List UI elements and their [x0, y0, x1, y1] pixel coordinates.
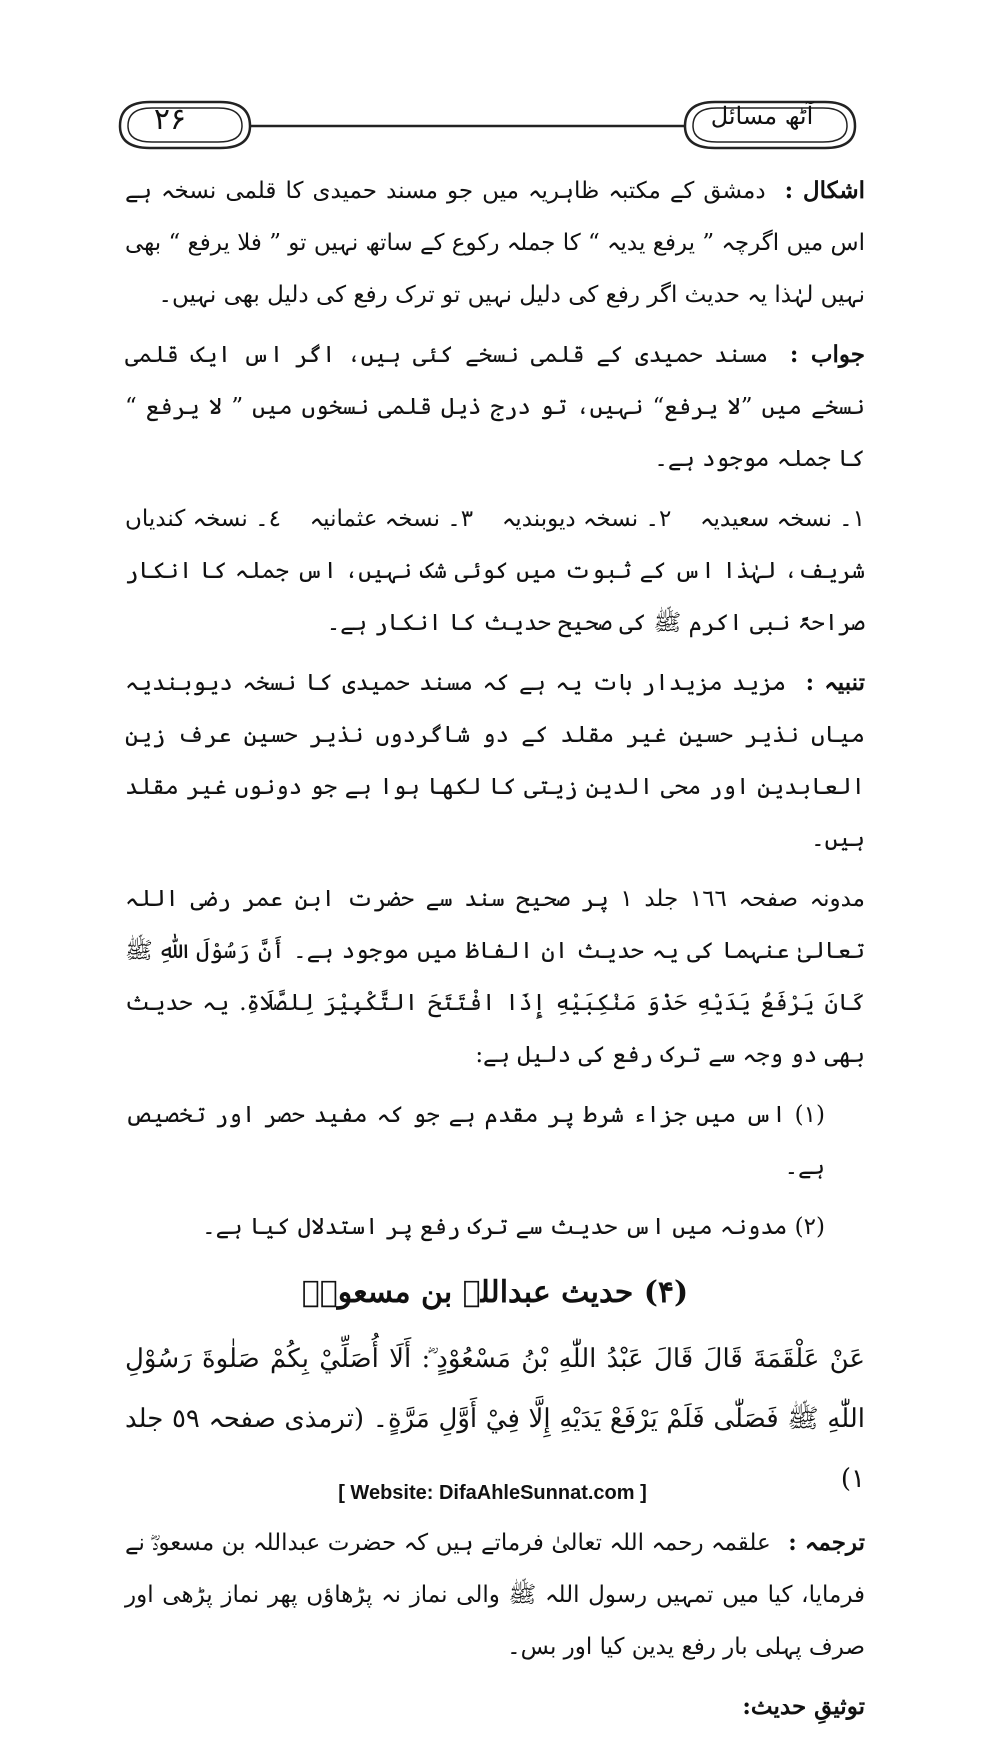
caution-label: تنبیہ : [805, 669, 866, 696]
answer-label: جواب : [789, 341, 866, 368]
translation-paragraph [125, 1517, 865, 1673]
section-heading: (۴) حدیث عبداللہ بن مسعودؓ [301, 1275, 689, 1310]
manuscript-item: ۱۔ نسخہ سعیدیہ [700, 506, 865, 532]
reason-item: (۱) اس میں جزاء شرط پر مقدم ہے جو کہ مفید حصر اور تخصیص ہے۔ [125, 1102, 825, 1180]
caution-text: مزید مزیدار بات یہ ہے کہ مسند حمیدی کا نسخہ دیوبندیہ میاں نذیر حسین غیر مقلد کے دو شاگردوں نذیر حسین عرف زین العابدین اور محی الدین زیتی کا لکھا ہوا ہے جو دونوں غیر مقلد ہیں۔ [125, 670, 865, 852]
objection-text: دمشق کے مکتبہ ظاہریہ میں جو مسند حمیدی کا قلمی نسخہ ہے اس میں اگرچہ ” یرفع یدیہ “ کا جملہ رکوع کے ساتھ نہیں تو ” فلا یرفع “ بھی نہیں لہٰذا یہ حدیث اگر رفع کی دلیل نہیں تو ترک رفع کی دلیل بھی نہیں۔ [125, 178, 865, 308]
manuscript-list [125, 493, 865, 545]
hadith-text: عَنْ عَلْقَمَةَ قَالَ قَالَ عَبْدُ اللّٰهِ بْنُ مَسْعُوْدٍ ؓ: أَلَا أُصَلِّيْ بِكُمْ صَلٰوةَ رَسُوْلِ اللّٰهِ ﷺ فَصَلّٰى فَلَمْ يَرْفَعْ يَدَيْهِ إِلَّا فِيْ أَوَّلِ مَرَّةٍ۔ [125, 1344, 865, 1434]
answer-paragraph [125, 329, 865, 485]
after-list-text: شریف، لہٰذا اس کے ثبوت میں کوئی شک نہیں، اس جملہ کا انکار صراحۃً نبی اکرم ﷺ کی صحیح حدیث کا انکار ہے۔ [125, 558, 865, 636]
manuscript-item: ۲۔ نسخہ دیوبندیہ [501, 506, 672, 532]
reason-item: (۲) مدونہ میں اس حدیث سے ترک رفع پر استدلال کیا ہے۔ [202, 1214, 825, 1240]
closing-heading: توثیقِ حدیث: [742, 1693, 865, 1720]
website-footer: [ Website: DifaAhleSunnat.com ] [338, 1482, 647, 1504]
book-title: آٹھ مسائل [710, 102, 814, 130]
caution-paragraph [125, 657, 865, 865]
page-number: ۲۶ [153, 102, 187, 137]
manuscript-item: ۳۔ نسخہ عثمانیہ [309, 506, 474, 532]
manuscript-item: ٤۔ نسخہ کندیاں [125, 506, 281, 532]
objection-label: اشکال : [784, 177, 865, 204]
translation-label: ترجمہ : [788, 1529, 866, 1556]
translation-text: علقمہ رحمہ اللہ تعالیٰ فرماتے ہیں کہ حضرت عبداللہ بن مسعودؓ نے فرمایا، کیا میں تمہیں رسول اللہ ﷺ والی نماز نہ پڑھاؤں پھر نماز پڑھی اور صرف پہلی بار رفع یدین کیا اور بس۔ [125, 1530, 865, 1660]
answer-text: مسند حمیدی کے قلمی نسخے کئی ہیں، اگر اس ایک قلمی نسخے میں ”لا یرفع“ نہیں، تو درج ذیل قلمی نسخوں میں ” لا یرفع “ کا جملہ موجود ہے۔ [125, 342, 865, 472]
mudawwana-paragraph: مدونہ صفحہ ۱٦٦ جلد ۱ پر صحیح سند سے حضرت ابن عمر رضی اللہ تعالیٰ عنہما کی یہ حدیث ان الفاظ میں موجود ہے۔ أَنَّ رَسُوْلَ اللّٰهِ ﷺ كَانَ يَرْفَعُ يَدَيْهِ حَذْوَ مَنْكِبَيْهِ إِذَا افْتَتَحَ التَّكْبِيْرَ لِلصَّلَاةِ. یہ حدیث بھی دو وجہ سے ترک رفع کی دلیل ہے: [125, 886, 865, 1068]
objection-paragraph [125, 165, 865, 321]
hadith-reference: (ترمذی صفحہ ٥٩ جلد ۱) [125, 1404, 865, 1494]
page-header [110, 92, 865, 156]
